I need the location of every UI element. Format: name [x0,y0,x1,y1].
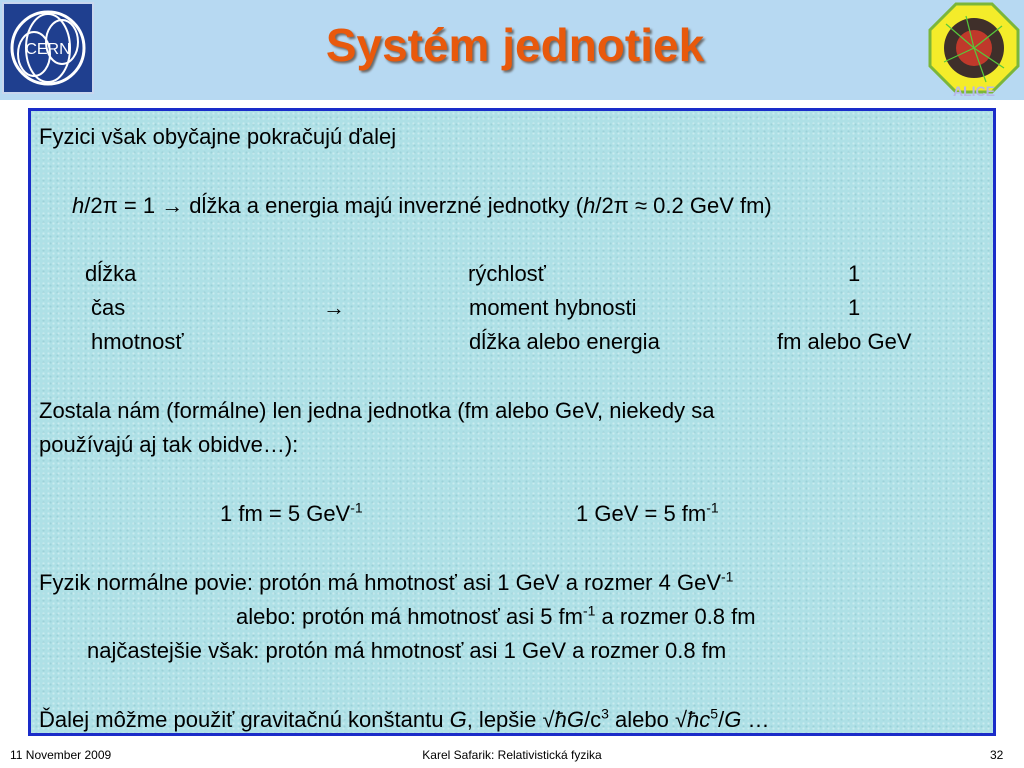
gravity-hbar-c: ħc [687,707,711,732]
physicist-line-1-exponent: -1 [721,568,734,585]
gravity-text-b: , lepšie √ [466,707,555,732]
cern-logo [2,2,94,94]
cern-logo-text: CERN [25,41,71,58]
table-unit-3: fm alebo GeV [777,329,912,354]
gravity-exp-5: 5 [710,705,719,722]
footer-author: Karel Safarik: Relativistická fyzika [422,748,602,762]
physicist-line-2 [236,604,756,630]
conversion-1-text: 1 fm = 5 GeV [220,501,351,526]
footer-date: 11 November 2009 [10,748,112,762]
gravity-line [39,707,769,733]
conversion-1-exponent: -1 [350,499,363,516]
h-symbol: h [72,193,85,218]
table-arrow: → [323,295,345,320]
physicist-line-2-exponent: -1 [582,602,596,619]
conversion-2 [576,501,719,527]
conversion-2-text: 1 GeV = 5 fm [576,501,707,526]
gravity-c3: /c [583,707,602,732]
physicist-line-2-rest: a rozmer 0.8 fm [595,604,756,629]
gravity-G-2: G [724,707,742,732]
physicist-line-3: najčastejšie však: protón má hmotnosť asi 1 GeV a rozmer 0.8 fm [87,638,727,663]
table-to-2: moment hybnosti [469,295,637,320]
gravity-text-e: … [741,707,770,732]
conversion-1 [220,501,363,527]
table-to-3: dĺžka alebo energia [469,329,660,354]
remaining-line-1: Zostala nám (formálne) len jedna jednotka (fm alebo GeV, niekedy sa [39,398,715,423]
conversion-2-exponent: -1 [706,499,719,516]
intro-text: Fyzici však obyčajne pokračujú ďalej [39,124,397,149]
table-unit-2: 1 [848,295,861,320]
remaining-line-2: používajú aj tak obidve…): [39,432,299,457]
gravity-hbar-G: ħG [554,707,584,732]
physicist-line-1 [39,570,733,596]
gravity-text-d: / [718,707,725,732]
table-to-1: rýchlosť [468,261,546,286]
slide-title: Systém jednotiek [325,19,705,71]
h-symbol-2: h [583,193,596,218]
gravity-exp-3: 3 [601,705,609,722]
cern-logo-graphic [4,4,92,92]
alice-logo [926,2,1022,98]
gravity-text-c: alebo √ [608,707,688,732]
units-line-text: /2π = 1 → dĺžka a energia majú inverzné jednotky ( [84,193,584,218]
content-panel [28,108,996,736]
footer-page-number: 32 [990,748,1004,762]
table-from-1: dĺžka [85,261,137,286]
table-unit-1: 1 [848,261,861,286]
units-line-rest: /2π ≈ 0.2 GeV fm) [595,193,772,218]
physicist-line-1-text: Fyzik normálne povie: protón má hmotnosť asi 1 GeV a rozmer 4 GeV [39,570,721,595]
gravity-text-a: Ďalej môžme použiť gravitačnú konštantu [39,707,450,732]
alice-logo-text: ALICE [953,83,995,98]
alice-logo-graphic [926,2,1022,98]
table-from-2: čas [91,295,126,320]
gravity-G: G [449,707,467,732]
table-from-3: hmotnosť [91,329,184,354]
physicist-line-2-text: alebo: protón má hmotnosť asi 5 fm [236,604,583,629]
units-line [72,193,772,219]
